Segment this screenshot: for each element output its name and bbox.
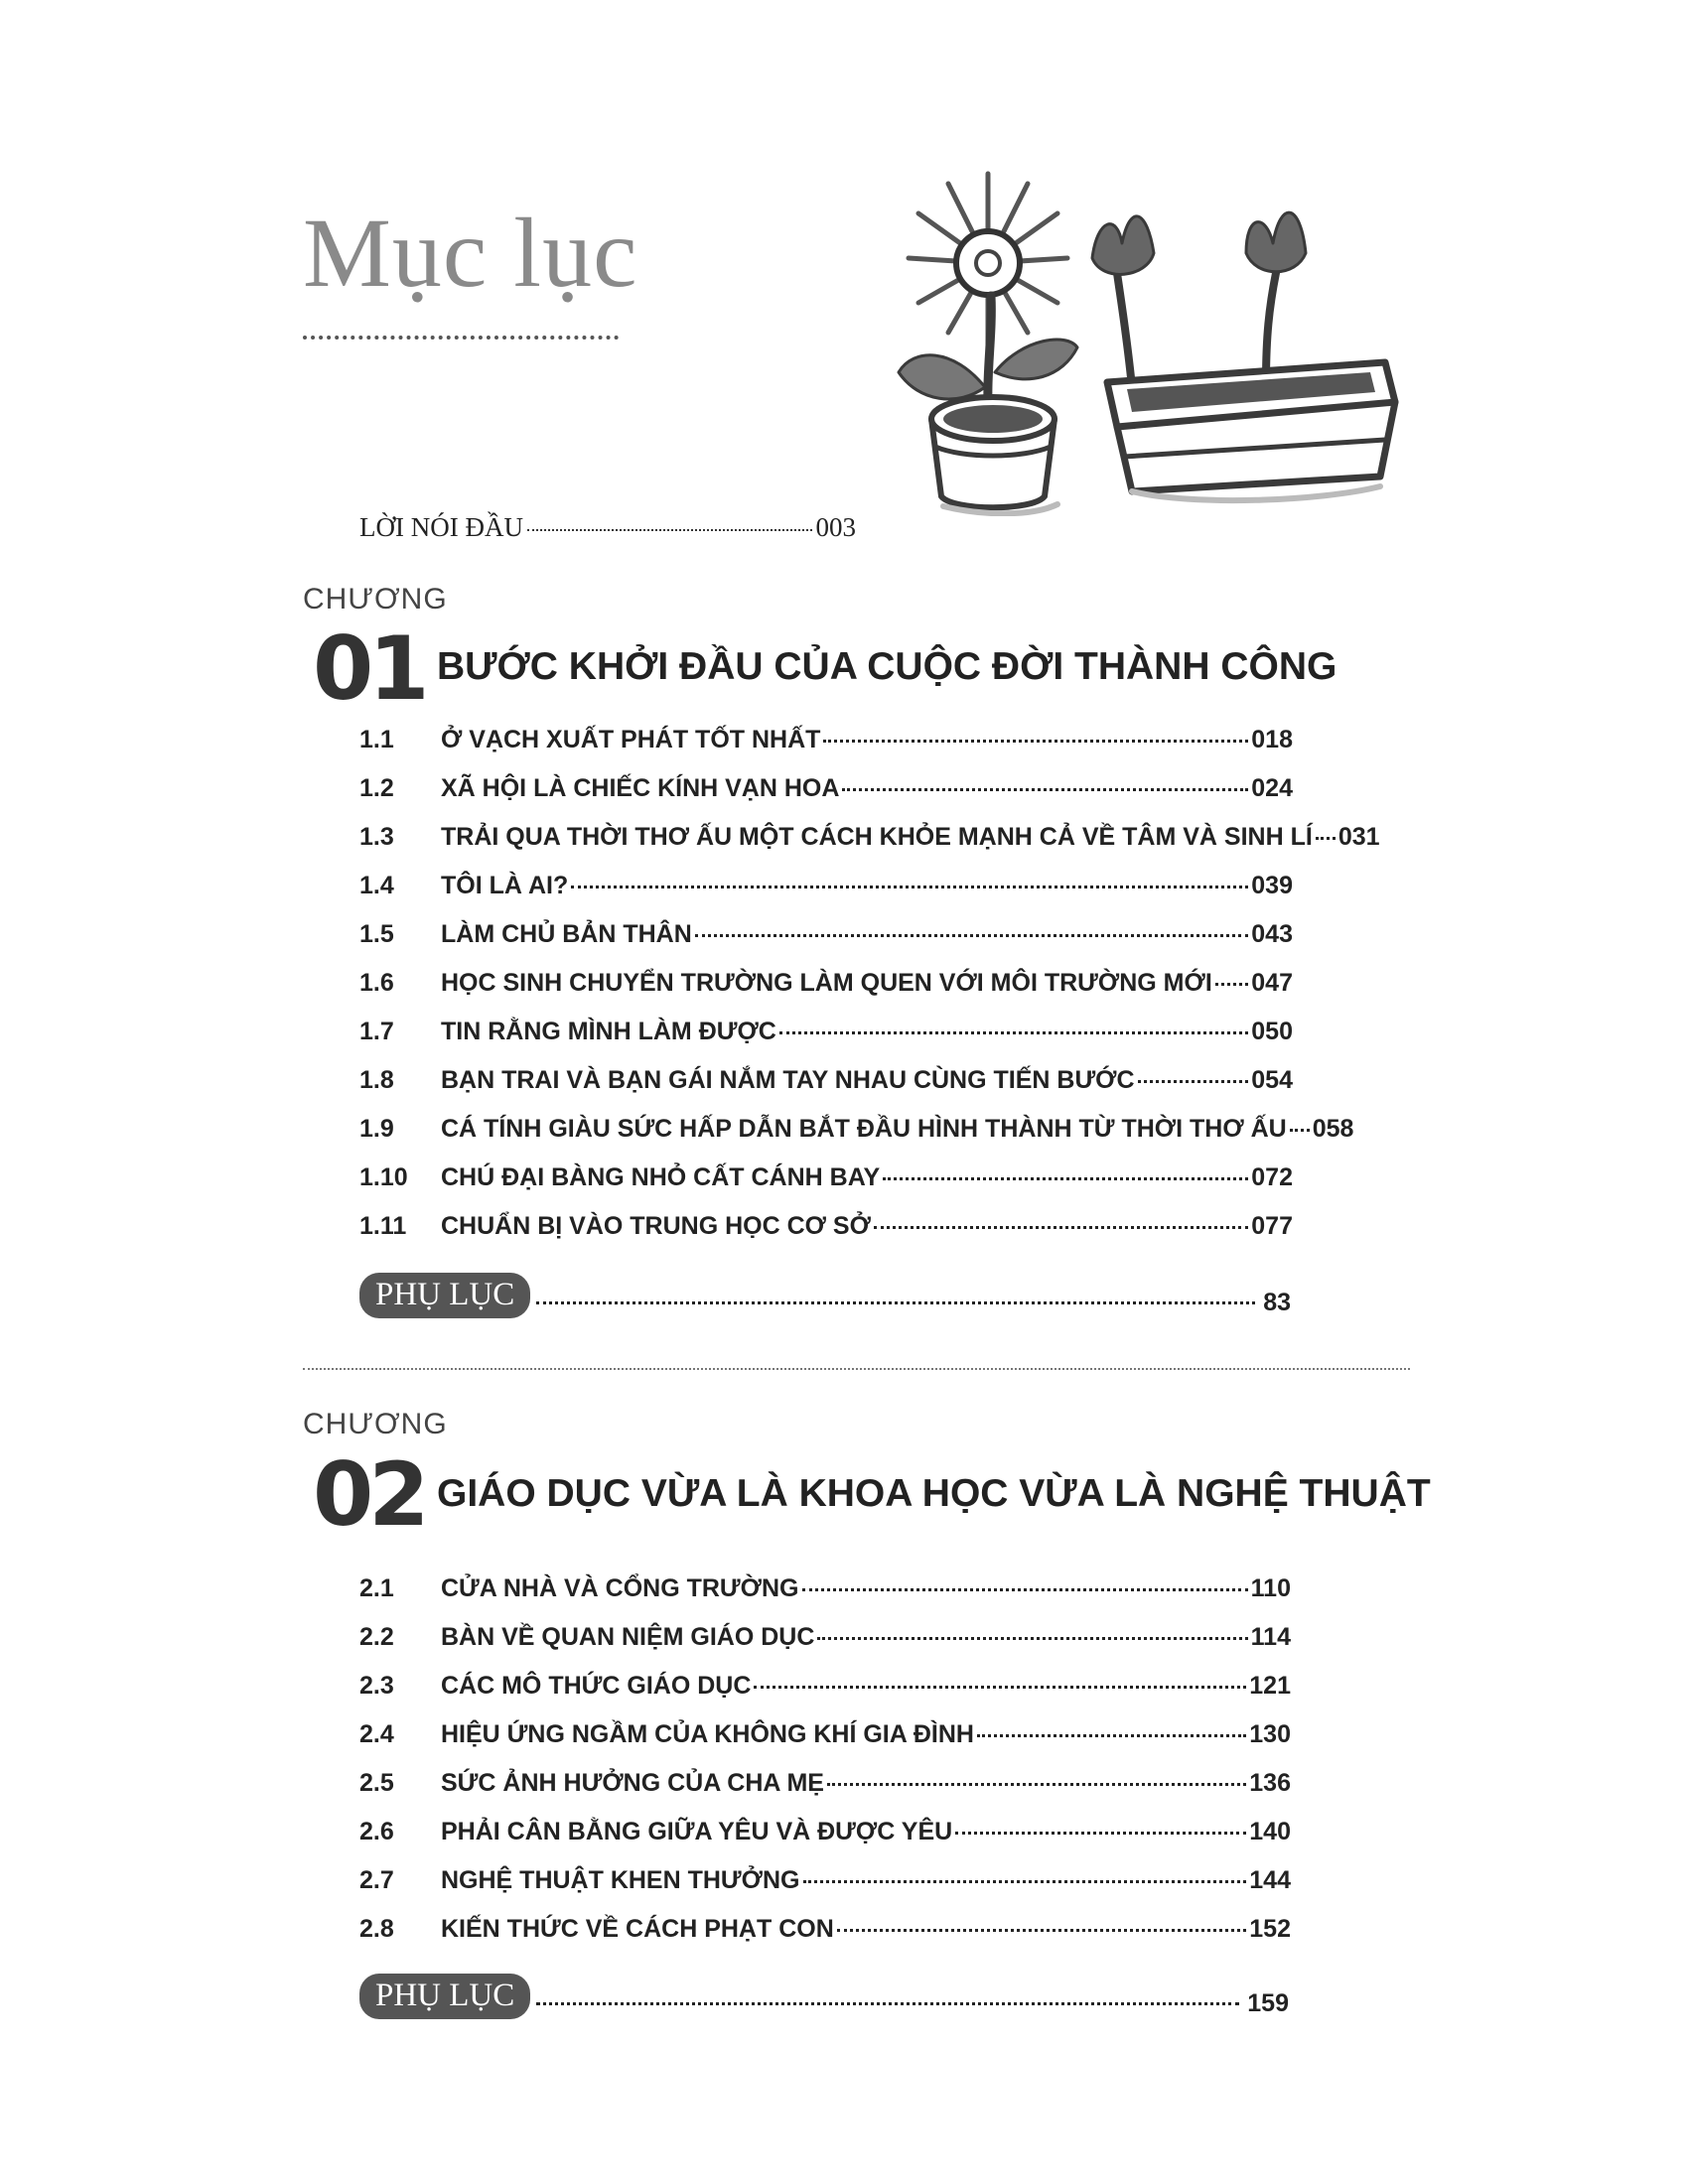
preface-label: LỜI NÓI ĐẦU [359,512,523,542]
toc-page: 043 [1251,920,1293,948]
leader-dots [874,1226,1248,1229]
toc-page: 121 [1249,1672,1291,1700]
toc-label: CHÚ ĐẠI BÀNG NHỎ CẤT CÁNH BAY [441,1163,881,1191]
chapter-2-appendix[interactable] [359,1974,1289,2019]
leader-dots [1215,983,1248,986]
leader-dots [842,788,1248,791]
chapter-1-title: BƯỚC KHỞI ĐẦU CỦA CUỘC ĐỜI THÀNH CÔNG [437,645,1337,688]
appendix-badge: PHỤ LỤC [359,1273,530,1318]
toc-page: 114 [1250,1623,1291,1651]
toc-entry-1-6[interactable] [359,969,1293,1018]
toc-number: 2.2 [359,1623,394,1651]
page-title: Mục lục [303,198,638,308]
toc-page: 050 [1251,1018,1293,1045]
chapter-divider [303,1368,1410,1370]
leader-dots [803,1880,1247,1883]
toc-label: HIỆU ỨNG NGẦM CỦA KHÔNG KHÍ GIA ĐÌNH [441,1720,974,1748]
leader-dots [536,1301,1255,1304]
toc-entry-1-11[interactable] [359,1212,1293,1261]
toc-number: 1.11 [359,1212,407,1240]
toc-label: SỨC ẢNH HƯỞNG CỦA CHA MẸ [441,1769,824,1797]
toc-entry-2-7[interactable] [359,1866,1291,1915]
toc-entry-2-3[interactable] [359,1672,1291,1720]
chapter-2-title: GIÁO DỤC VỪA LÀ KHOA HỌC VỪA LÀ NGHỆ THUẬT [437,1472,1431,1515]
toc-label: NGHỆ THUẬT KHEN THƯỞNG [441,1866,800,1894]
leader-dots [779,1031,1248,1034]
toc-page: 024 [1251,774,1293,802]
toc-entry-1-8[interactable] [359,1066,1293,1115]
toc-number: 1.10 [359,1163,408,1191]
leader-dots [837,1929,1247,1932]
toc-label: HỌC SINH CHUYỂN TRƯỜNG LÀM QUEN VỚI MÔI TRƯỜNG MỚI [441,969,1212,997]
toc-label: CỬA NHÀ VÀ CỔNG TRƯỜNG [441,1574,799,1602]
toc-number: 1.1 [359,726,394,753]
toc-page: 054 [1251,1066,1293,1094]
toc-label: CHUẨN BỊ VÀO TRUNG HỌC CƠ SỞ [441,1212,871,1240]
potted-flowers-icon [894,159,1410,516]
leader-dots [1290,1129,1310,1132]
toc-entry-1-1[interactable] [359,726,1293,774]
leader-dots [1138,1080,1249,1083]
toc-label: BẠN TRAI VÀ BẠN GÁI NẮM TAY NHAU CÙNG TIẾN BƯỚC [441,1066,1135,1094]
toc-page: 152 [1249,1915,1291,1943]
toc-number: 1.2 [359,774,394,802]
toc-page: 110 [1250,1574,1291,1602]
toc-entry-1-10[interactable] [359,1163,1293,1212]
toc-number: 2.1 [359,1574,394,1602]
toc-page: 031 [1337,823,1380,851]
toc-label: TÔI LÀ AI? [441,872,569,899]
toc-page: 077 [1251,1212,1293,1240]
leader-dots [754,1686,1246,1689]
toc-label: CÁ TÍNH GIÀU SỨC HẤP DẪN BẮT ĐẦU HÌNH THÀNH TỪ THỜI THƠ ẤU [441,1115,1287,1143]
toc-entry-2-1[interactable] [359,1574,1291,1623]
chapter-2-word: CHƯƠNG [303,1408,448,1440]
toc-number: 1.3 [359,823,394,851]
toc-entry-1-7[interactable] [359,1018,1293,1066]
toc-page: 140 [1249,1818,1291,1845]
toc-label: LÀM CHỦ BẢN THÂN [441,920,692,948]
toc-page: 136 [1249,1769,1291,1797]
appendix-badge: PHỤ LỤC [359,1974,530,2019]
chapter-1-toc [359,726,1380,1261]
toc-page: 018 [1251,726,1293,753]
toc-page: 058 [1312,1115,1354,1143]
toc-page: 072 [1251,1163,1293,1191]
toc-label: TRẢI QUA THỜI THƠ ẤU MỘT CÁCH KHỎE MẠNH CẢ VỀ TÂM VÀ SINH LÍ [441,823,1313,851]
toc-label: Ở VẠCH XUẤT PHÁT TỐT NHẤT [441,726,821,753]
toc-page: 144 [1249,1866,1291,1894]
appendix-page: 159 [1247,1988,1289,2017]
toc-number: 1.6 [359,969,394,997]
toc-entry-2-4[interactable] [359,1720,1291,1769]
chapter-1-word: CHƯƠNG [303,583,448,615]
toc-entry-1-3[interactable] [359,823,1380,872]
toc-number: 2.7 [359,1866,394,1894]
leader-dots [827,1783,1246,1786]
toc-number: 1.8 [359,1066,394,1094]
chapter-2-toc [359,1574,1291,1964]
toc-label: KIẾN THỨC VỀ CÁCH PHẠT CON [441,1915,834,1943]
leader-dots [823,740,1248,743]
toc-entry-1-2[interactable] [359,774,1293,823]
leader-dots [883,1177,1248,1180]
toc-number: 1.9 [359,1115,394,1143]
leader-dots [536,2002,1239,2005]
preface-entry[interactable] [359,512,856,543]
toc-entry-2-2[interactable] [359,1623,1291,1672]
toc-entry-2-5[interactable] [359,1769,1291,1818]
toc-label: XÃ HỘI LÀ CHIẾC KÍNH VẠN HOA [441,774,840,802]
title-divider [303,336,619,340]
toc-entry-2-8[interactable] [359,1915,1291,1964]
toc-page: 130 [1249,1720,1291,1748]
toc-label: BÀN VỀ QUAN NIỆM GIÁO DỤC [441,1623,815,1651]
toc-entry-1-9[interactable] [359,1115,1354,1163]
leader-dots [955,1832,1246,1835]
leader-dots [695,934,1249,937]
chapter-1-appendix[interactable] [359,1273,1291,1318]
toc-number: 2.5 [359,1769,394,1797]
preface-page: 003 [815,512,856,542]
leader-dots [1316,837,1336,840]
toc-number: 2.8 [359,1915,394,1943]
leader-dots [571,886,1248,888]
leader-dots [977,1734,1246,1737]
toc-number: 1.5 [359,920,394,948]
toc-entry-2-6[interactable] [359,1818,1291,1866]
leader-dots [802,1588,1248,1591]
toc-label: PHẢI CÂN BẰNG GIỮA YÊU VÀ ĐƯỢC YÊU [441,1818,953,1845]
toc-number: 2.6 [359,1818,394,1845]
appendix-page: 83 [1263,1288,1291,1316]
toc-entry-1-4[interactable] [359,872,1293,920]
chapter-1-number: 01 [313,617,425,720]
toc-page: 047 [1251,969,1293,997]
leader-dots [527,529,812,531]
toc-entry-1-5[interactable] [359,920,1293,969]
toc-number: 2.4 [359,1720,394,1748]
toc-number: 1.4 [359,872,394,899]
chapter-2-number: 02 [313,1443,425,1546]
toc-label: TIN RẰNG MÌNH LÀM ĐƯỢC [441,1018,776,1045]
toc-page: 039 [1251,872,1293,899]
toc-label: CÁC MÔ THỨC GIÁO DỤC [441,1672,752,1700]
toc-number: 1.7 [359,1018,394,1045]
toc-number: 2.3 [359,1672,394,1700]
leader-dots [817,1637,1247,1640]
